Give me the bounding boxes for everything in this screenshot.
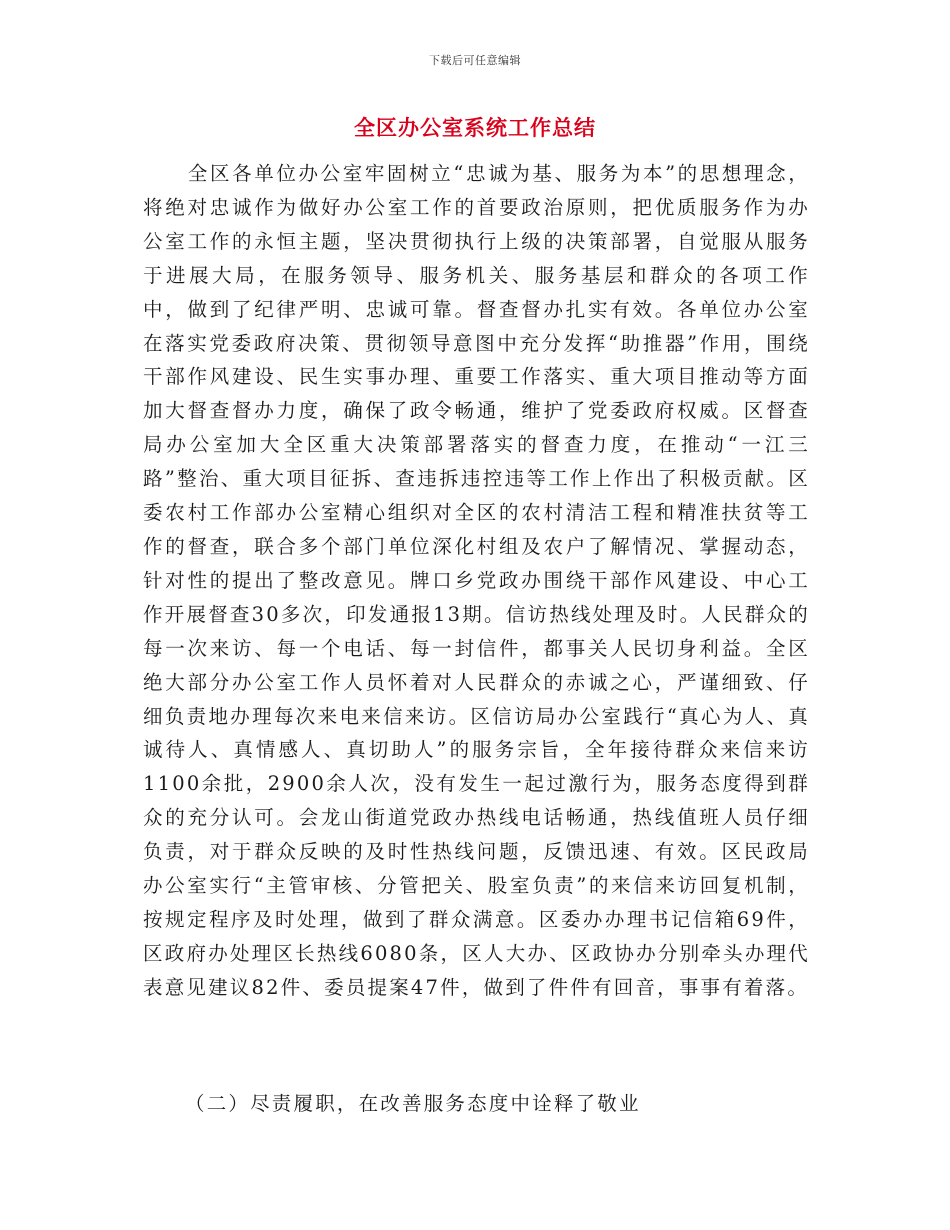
page-header-note: 下载后可任意编辑: [429, 54, 521, 67]
section-heading: （二）尽责履职，在改善服务态度中诠释了敬业: [185, 1092, 641, 1115]
body-paragraph: 全区各单位办公室牢固树立“忠诚为基、服务为本”的思想理念，将绝对忠诚作为做好办公室工作的首要政治原则，把优质服务作为办公室工作的永恒主题，坚决贯彻执行上级的决策部署，自觉服从服务于进展大局，在服务领导、服务机关、服务基层和群众的各项工作中，做到了纪律严明、忠诚可靠。督查督办扎实有效。各单位办公室在落实党委政府决策、贯彻领导意图中充分发挥“助推器”作用，围绕干部作风建设、民生实事办理、重要工作落实、重大项目推动等方面加大督查督办力度，确保了政令畅通，维护了党委政府权威。区督查局办公室加大全区重大决策部署落实的督查力度，在推动“一江三路”整治、重大项目征拆、查违拆违控违等工作上作出了积极贡献。区委农村工作部办公室精心组织对全区的农村清洁工程和精准扶贫等工作的督查，联合多个部门单位深化村组及农户了解情况、掌握动态，针对性的提出了整改意见。牌口乡党政办围绕干部作风建设、中心工作开展督查30多次，印发通报13期。信访热线处理及时。人民群众的每一次来访、每一个电话、每一封信件，都事关人民切身利益。全区绝大部分办公室工作人员怀着对人民群众的赤诚之心，严谨细致、仔细负责地办理每次来电来信来访。区信访局办公室践行“真心为人、真诚待人、真情感人、真切助人”的服务宗旨，全年接待群众来信来访1100余批，2900余人次，没有发生一起过激行为，服务态度得到群众的充分认可。会龙山街道党政办热线电话畅通，热线值班人员仔细负责，对于群众反映的及时性热线问题，反馈迅速、有效。区民政局办公室实行“主管审核、分管把关、股室负责”的来信来访回复机制，按规定程序及时处理，做到了群众满意。区委办办理书记信箱69件，区政府办处理区长热线6080条，区人大办、区政协办分别牵头办理代表意见建议82件、委员提案47件，做到了件件有回音，事事有着落。: [143, 162, 810, 999]
document-title: 全区办公室系统工作总结: [354, 115, 596, 140]
